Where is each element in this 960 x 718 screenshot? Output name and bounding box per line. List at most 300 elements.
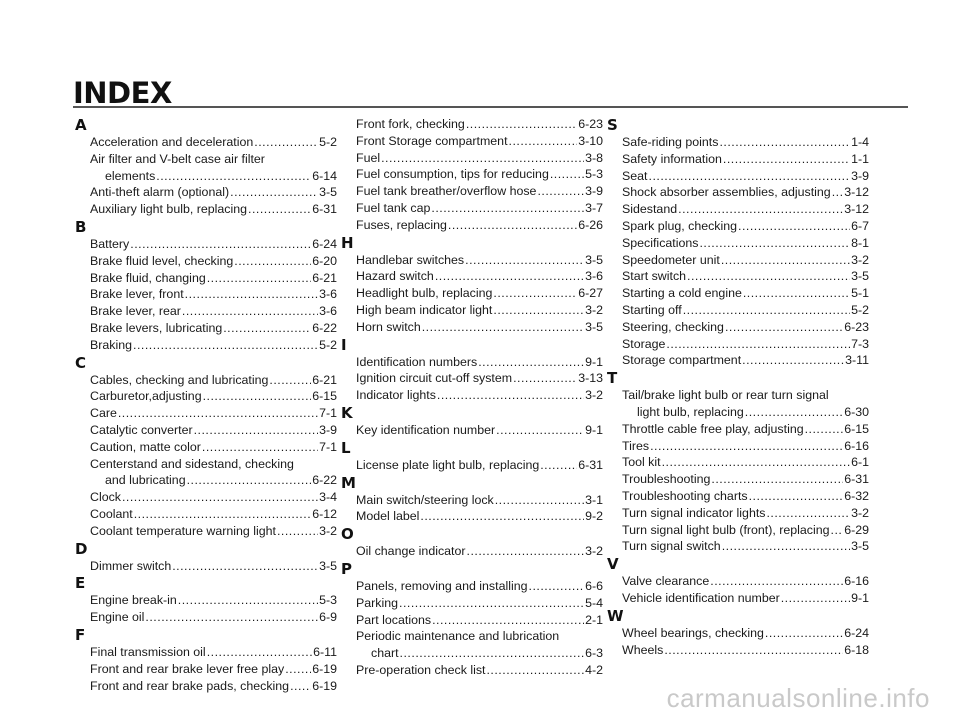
index-entry xyxy=(75,388,337,405)
dot-leader xyxy=(738,218,850,235)
index-entry xyxy=(75,151,337,168)
index-entry xyxy=(607,454,869,471)
index-entry-text: Front and rear brake lever free play xyxy=(90,661,285,676)
index-entry xyxy=(607,421,869,438)
index-entry-page: 6-24 xyxy=(312,236,337,251)
index-entry xyxy=(75,236,337,253)
index-entry xyxy=(607,522,869,539)
index-entry xyxy=(341,370,603,387)
index-entry-text: Tail/brake light bulb or rear turn signal xyxy=(622,388,829,403)
index-letter-heading: A xyxy=(75,116,87,134)
index-entry xyxy=(341,543,603,560)
index-entry-page: 5-3 xyxy=(585,167,603,182)
index-entry-text: Front fork, checking xyxy=(356,117,465,131)
index-entry-text: Braking xyxy=(90,337,133,352)
index-entry-text: Model label xyxy=(356,509,420,524)
index-entry-text: Cables, checking and lubricating xyxy=(90,372,269,387)
index-entry xyxy=(341,578,603,595)
index-entry-page: 6-20 xyxy=(312,253,337,268)
index-entry-page: 3-8 xyxy=(585,150,603,165)
dot-leader xyxy=(269,372,311,389)
dot-leader xyxy=(766,505,850,522)
dot-leader xyxy=(699,235,850,252)
dot-leader xyxy=(711,471,843,488)
dot-leader xyxy=(285,661,311,678)
index-entry-page: 3-9 xyxy=(851,168,869,183)
index-entry-text: Brake lever, front xyxy=(90,287,184,302)
dot-leader xyxy=(664,642,843,659)
index-entry-page: 6-16 xyxy=(844,438,869,453)
index-entry-text: Carburetor,adjusting xyxy=(90,389,202,404)
index-entry xyxy=(341,422,603,439)
index-entry xyxy=(607,438,869,455)
index-entry xyxy=(75,184,337,201)
index-letter-heading: V xyxy=(607,555,619,574)
title-rule xyxy=(73,106,908,108)
index-entry xyxy=(75,472,337,489)
dot-leader xyxy=(493,302,584,319)
index-entry xyxy=(341,492,603,509)
dot-leader xyxy=(805,421,844,438)
index-entry-page: 3-5 xyxy=(585,319,603,334)
index-entry-page: 6-3 xyxy=(585,646,603,661)
dot-leader xyxy=(381,150,584,167)
index-entry xyxy=(607,235,869,252)
index-entry-text: Safety information xyxy=(622,151,722,166)
index-entry-text: Starting off xyxy=(622,302,682,317)
index-entry-text: Valve clearance xyxy=(622,574,710,589)
index-entry-page: 5-3 xyxy=(319,593,337,608)
dot-leader xyxy=(832,184,844,201)
index-entry-page: 6-30 xyxy=(844,404,869,419)
index-entry-text: Panels, removing and installing xyxy=(356,578,528,593)
index-entry xyxy=(341,508,603,525)
index-entry xyxy=(607,285,869,302)
index-entry-page: 6-15 xyxy=(844,421,869,436)
dot-leader xyxy=(187,472,312,489)
index-entry-text: Indicator lights xyxy=(356,388,436,403)
index-entry-page: 3-4 xyxy=(319,490,337,505)
dot-leader xyxy=(420,508,584,525)
index-entry-page: 5-4 xyxy=(585,595,603,610)
dot-leader xyxy=(745,404,843,421)
index-letter-heading: I xyxy=(341,335,347,354)
index-entry xyxy=(75,320,337,337)
index-entry-page: 3-9 xyxy=(585,184,603,199)
index-entry-page: 6-22 xyxy=(312,320,337,335)
index-entry-text: chart xyxy=(371,646,399,661)
index-column-1 xyxy=(75,116,337,694)
index-entry-page: 3-12 xyxy=(844,185,869,200)
index-entry xyxy=(341,302,603,319)
index-entry-page: 3-1 xyxy=(585,492,603,507)
index-entry-text: Turn signal indicator lights xyxy=(622,505,766,520)
index-entry-page: 6-31 xyxy=(312,202,337,217)
index-entry-text: Brake lever, rear xyxy=(90,304,181,319)
dot-leader xyxy=(466,116,577,133)
index-entry-text: Wheels xyxy=(622,642,664,657)
dot-leader xyxy=(678,201,843,218)
index-letter-heading: K xyxy=(341,403,353,422)
index-entry xyxy=(341,133,603,150)
index-letter-heading: L xyxy=(341,438,351,457)
index-entry-text: Seat xyxy=(622,168,648,183)
index-entry xyxy=(341,252,603,269)
index-entry-text: Clock xyxy=(90,490,121,505)
index-entry-text: Coolant xyxy=(90,506,133,521)
index-entry-text: License plate light bulb, replacing xyxy=(356,457,540,472)
index-entry-page: 6-1 xyxy=(851,455,869,470)
dot-leader xyxy=(182,303,318,320)
index-entry-text: Dimmer switch xyxy=(90,558,172,573)
index-entry-page: 6-21 xyxy=(312,372,337,387)
index-entry xyxy=(75,337,337,354)
dot-leader xyxy=(156,168,311,185)
index-entry xyxy=(607,387,869,404)
dot-leader xyxy=(248,201,311,218)
dot-leader xyxy=(203,388,312,405)
index-entry-text: Parking xyxy=(356,595,399,610)
index-entry-text: Vehicle identification number xyxy=(622,590,780,605)
index-letter-heading: M xyxy=(341,473,356,492)
page-title: INDEX xyxy=(73,76,172,110)
index-entry-page: 9-1 xyxy=(585,422,603,437)
dot-leader xyxy=(486,662,584,679)
dot-leader xyxy=(540,457,577,474)
index-entry-page: 6-31 xyxy=(844,472,869,487)
index-entry xyxy=(75,558,337,575)
index-entry xyxy=(341,285,603,302)
index-entry-page: 6-24 xyxy=(844,625,869,640)
index-entry-text: Headlight bulb, replacing xyxy=(356,286,493,301)
index-entry-text: Fuses, replacing xyxy=(356,217,447,232)
index-entry xyxy=(341,268,603,285)
index-entry-text: Throttle cable free play, adjusting xyxy=(622,421,804,436)
index-entry xyxy=(607,252,869,269)
dot-leader xyxy=(765,625,843,642)
index-entry xyxy=(607,201,869,218)
index-entry xyxy=(75,456,337,473)
dot-leader xyxy=(207,644,312,661)
index-entry-page: 3-5 xyxy=(319,185,337,200)
dot-leader xyxy=(207,270,311,287)
index-entry xyxy=(341,645,603,662)
index-entry xyxy=(341,183,603,200)
index-entry-page: 2-1 xyxy=(585,612,603,627)
index-entry-page: 5-2 xyxy=(319,337,337,352)
dot-leader xyxy=(496,422,584,439)
dot-leader xyxy=(178,592,318,609)
index-entry-text: Spark plug, checking xyxy=(622,218,738,233)
index-entry xyxy=(341,662,603,679)
index-entry-page: 5-1 xyxy=(851,286,869,301)
index-entry-text: Speedometer unit xyxy=(622,252,720,267)
index-entry xyxy=(607,184,869,201)
index-entry-page: 6-21 xyxy=(312,270,337,285)
index-entry xyxy=(75,405,337,422)
index-entry xyxy=(607,151,869,168)
index-entry xyxy=(607,302,869,319)
index-entry xyxy=(607,471,869,488)
index-entry xyxy=(75,439,337,456)
index-entry-page: 3-2 xyxy=(585,544,603,559)
index-entry-page: 9-1 xyxy=(851,590,869,605)
index-entry-text: Caution, matte color xyxy=(90,439,201,454)
index-entry xyxy=(341,150,603,167)
index-entry-text: Starting a cold engine xyxy=(622,286,742,301)
index-entry-text: Pre-operation check list xyxy=(356,662,486,677)
index-entry-text: High beam indicator light xyxy=(356,302,493,317)
index-entry-page: 3-6 xyxy=(319,304,337,319)
index-entry xyxy=(341,595,603,612)
dot-leader xyxy=(185,286,318,303)
index-letter-heading: F xyxy=(75,625,86,644)
index-entry-text: Troubleshooting charts xyxy=(622,488,748,503)
index-entry xyxy=(75,609,337,626)
dot-leader xyxy=(662,454,851,471)
index-entry-page: 9-2 xyxy=(585,509,603,524)
index-entry-page: 6-14 xyxy=(312,168,337,183)
index-entry-page: 3-2 xyxy=(319,523,337,538)
dot-leader xyxy=(710,573,843,590)
index-entry xyxy=(75,270,337,287)
index-entry-text: Brake fluid level, checking xyxy=(90,253,234,268)
index-entry-text: Fuel xyxy=(356,150,381,165)
index-entry xyxy=(75,592,337,609)
index-entry-page: 3-2 xyxy=(585,302,603,317)
index-entry-page: 6-7 xyxy=(851,218,869,233)
dot-leader xyxy=(223,320,311,337)
index-entry-page: 6-15 xyxy=(312,389,337,404)
index-letter-heading: H xyxy=(341,233,354,252)
index-letter-heading: P xyxy=(341,559,352,578)
index-entry-text: Fuel tank breather/overflow hose xyxy=(356,184,537,199)
index-entry-page: 8-1 xyxy=(851,235,869,250)
index-entry-page: 5-2 xyxy=(319,135,337,149)
index-entry-page: 6-32 xyxy=(844,488,869,503)
dot-leader xyxy=(683,302,850,319)
index-entry-text: Specifications xyxy=(622,235,699,250)
index-entry-text: Acceleration and deceleration xyxy=(90,135,254,149)
dot-leader xyxy=(290,678,311,695)
dot-leader xyxy=(722,538,850,555)
index-entry-text: Storage xyxy=(622,336,666,351)
dot-leader xyxy=(122,489,318,506)
index-entry-text: Shock absorber assemblies, adjusting xyxy=(622,185,831,200)
dot-leader xyxy=(666,336,850,353)
index-entry xyxy=(75,286,337,303)
dot-leader xyxy=(118,405,318,422)
index-entry-text: Identification numbers xyxy=(356,354,478,369)
index-entry xyxy=(75,523,337,540)
index-entry-text: Fuel consumption, tips for reducing xyxy=(356,167,549,182)
index-entry-text: Key identification number xyxy=(356,422,496,437)
dot-leader xyxy=(495,492,584,509)
dot-leader xyxy=(649,168,851,185)
index-entry xyxy=(341,116,603,133)
index-entry-text: Main switch/steering lock xyxy=(356,492,494,507)
dot-leader xyxy=(723,151,850,168)
index-entry-text: Safe-riding points xyxy=(622,135,719,149)
dot-leader xyxy=(781,590,850,607)
index-entry xyxy=(607,488,869,505)
index-entry-text: Wheel bearings, checking xyxy=(622,625,764,640)
dot-leader xyxy=(725,319,843,336)
dot-leader xyxy=(465,252,584,269)
index-letter-heading: W xyxy=(607,606,624,625)
index-entry-text: Steering, checking xyxy=(622,319,724,334)
index-entry xyxy=(607,642,869,659)
dot-leader xyxy=(478,354,584,371)
dot-leader xyxy=(202,439,318,456)
index-entry-text: Storage compartment xyxy=(622,353,742,368)
index-entry-page: 3-10 xyxy=(578,133,603,148)
index-entry xyxy=(607,625,869,642)
index-entry-text: Start switch xyxy=(622,269,687,284)
index-entry-text: Tires xyxy=(622,438,650,453)
index-entry xyxy=(341,457,603,474)
index-entry-page: 1-4 xyxy=(851,135,869,149)
index-letter-heading: B xyxy=(75,217,87,236)
index-entry-page: 3-9 xyxy=(319,422,337,437)
index-entry-page: 6-18 xyxy=(844,642,869,657)
index-entry-page: 6-23 xyxy=(578,117,603,131)
dot-leader xyxy=(742,352,844,369)
index-entry-text: light bulb, replacing xyxy=(637,404,744,419)
index-entry-page: 1-1 xyxy=(851,151,869,166)
index-entry-page: 6-22 xyxy=(312,473,337,488)
dot-leader xyxy=(537,183,584,200)
dot-leader xyxy=(234,253,311,270)
dot-leader xyxy=(431,200,584,217)
index-column-3 xyxy=(607,116,869,658)
index-entry-page: 3-5 xyxy=(851,539,869,554)
index-entry-text: Catalytic converter xyxy=(90,422,193,437)
index-entry-page: 7-3 xyxy=(851,336,869,351)
watermark: carmanualsonline.info xyxy=(666,683,930,713)
dot-leader xyxy=(435,268,584,285)
dot-leader xyxy=(437,387,584,404)
index-entry xyxy=(607,505,869,522)
index-entry-text: Hazard switch xyxy=(356,269,434,284)
index-entry-page: 3-11 xyxy=(845,353,869,368)
index-entry-page: 3-6 xyxy=(319,287,337,302)
dot-leader xyxy=(422,319,584,336)
index-entry-text: Care xyxy=(90,406,117,421)
index-entry xyxy=(341,354,603,371)
index-column-2 xyxy=(341,116,603,679)
index-entry-page: 6-31 xyxy=(578,457,603,472)
dot-leader xyxy=(145,609,318,626)
index-entry xyxy=(75,253,337,270)
index-entry-page: 3-2 xyxy=(585,388,603,403)
index-entry xyxy=(341,628,603,645)
index-entry-page: 3-13 xyxy=(578,371,603,386)
dot-leader xyxy=(509,133,578,150)
index-entry xyxy=(75,168,337,185)
index-entry-text: Tool kit xyxy=(622,455,661,470)
index-entry-text: elements xyxy=(105,168,156,183)
dot-leader xyxy=(650,438,843,455)
index-entry-page: 7-1 xyxy=(319,439,337,454)
index-entry xyxy=(607,168,869,185)
dot-leader xyxy=(513,370,577,387)
index-entry-page: 3-12 xyxy=(844,202,869,217)
index-entry xyxy=(607,336,869,353)
index-entry-text: Auxiliary light bulb, replacing xyxy=(90,202,248,217)
index-letter-heading: O xyxy=(341,525,354,544)
index-entry-text: Front and rear brake pads, checking xyxy=(90,678,290,693)
index-entry xyxy=(75,422,337,439)
index-entry xyxy=(607,404,869,421)
index-entry-page: 3-2 xyxy=(851,252,869,267)
dot-leader xyxy=(254,134,318,151)
index-entry xyxy=(75,303,337,320)
index-entry xyxy=(607,538,869,555)
index-entry xyxy=(75,506,337,523)
index-entry-text: Battery xyxy=(90,236,130,251)
dot-leader xyxy=(133,337,318,354)
index-entry-page: 6-23 xyxy=(844,319,869,334)
dot-leader xyxy=(831,522,844,539)
dot-leader xyxy=(719,134,850,151)
index-entry-text: Troubleshooting xyxy=(622,472,711,487)
index-entry xyxy=(75,644,337,661)
dot-leader xyxy=(400,645,585,662)
index-entry xyxy=(341,166,603,183)
index-entry-page: 6-27 xyxy=(578,286,603,301)
index-entry-page: 3-5 xyxy=(319,558,337,573)
index-entry-text: Final transmission oil xyxy=(90,644,206,659)
index-entry-text: Oil change indicator xyxy=(356,544,466,559)
index-entry xyxy=(607,218,869,235)
index-entry-page: 3-7 xyxy=(585,200,603,215)
dot-leader xyxy=(399,595,584,612)
dot-leader xyxy=(277,523,318,540)
index-entry-text: Engine oil xyxy=(90,610,145,625)
dot-leader xyxy=(134,506,311,523)
index-entry-text: Handlebar switches xyxy=(356,252,465,267)
index-entry-text: Turn signal switch xyxy=(622,539,721,554)
index-entry-text: Part locations xyxy=(356,612,432,627)
index-entry-page: 6-11 xyxy=(313,644,337,659)
index-entry-page: 3-2 xyxy=(851,505,869,520)
index-entry-text: Turn signal light bulb (front), replacing xyxy=(622,522,830,537)
index-entry xyxy=(341,217,603,234)
index-letter-heading: C xyxy=(75,353,87,372)
index-entry-page: 6-29 xyxy=(844,522,869,537)
index-entry-text: Front Storage compartment xyxy=(356,133,508,148)
index-entry xyxy=(607,590,869,607)
index-entry-page: 6-16 xyxy=(844,574,869,589)
dot-leader xyxy=(467,543,585,560)
index-entry-page: 3-5 xyxy=(585,252,603,267)
dot-leader xyxy=(529,578,585,595)
dot-leader xyxy=(550,166,584,183)
index-entry-page: 3-5 xyxy=(851,269,869,284)
index-entry xyxy=(607,573,869,590)
index-entry xyxy=(75,201,337,218)
index-entry-text: Fuel tank cap xyxy=(356,200,431,215)
index-entry-text: Anti-theft alarm (optional) xyxy=(90,185,230,200)
index-entry-text: Engine break-in xyxy=(90,593,177,608)
index-entry-text: Brake fluid, changing xyxy=(90,270,206,285)
dot-leader xyxy=(687,268,850,285)
index-entry-page: 3-6 xyxy=(585,269,603,284)
index-letter-heading: S xyxy=(607,116,618,134)
index-letter-heading: T xyxy=(607,369,618,388)
index-entry-text: Horn switch xyxy=(356,319,421,334)
